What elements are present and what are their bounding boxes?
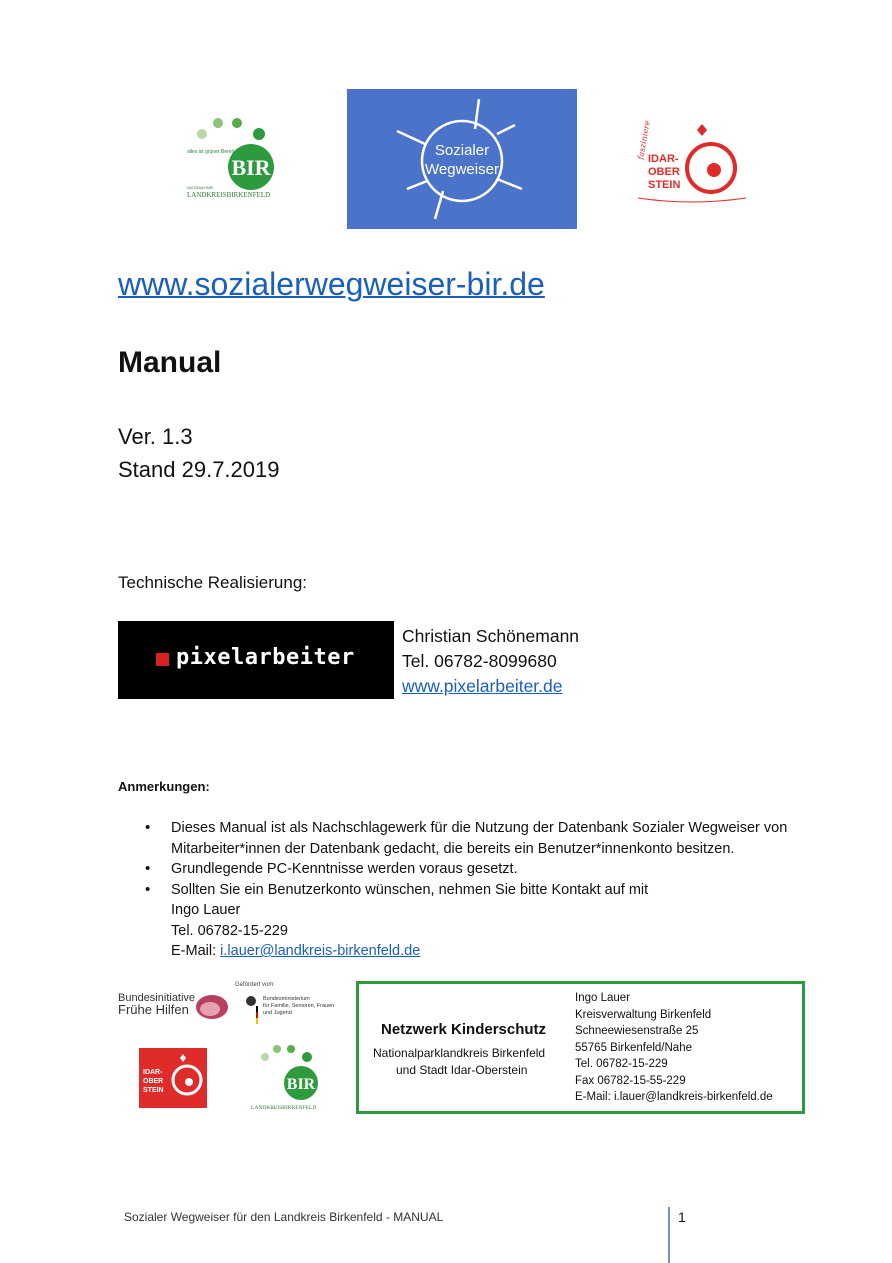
nk-contact-line: Ingo Lauer — [575, 992, 630, 1004]
fruehe-hilfen-logo — [118, 988, 228, 1028]
netzwerk-kinderschutz-box — [356, 981, 805, 1114]
sw-logo-text — [347, 141, 577, 179]
bir-small-region: LANDKREISBIRKENFELD — [251, 1105, 317, 1111]
bmfsfj-logo — [243, 994, 343, 1030]
ido-small-line2: OBER — [143, 1078, 164, 1085]
bir-region-small: NATIONALPARK — [187, 186, 214, 190]
bi-line1: Bundesinitiative — [118, 992, 196, 1004]
nk-contact-line: Kreisverwaltung Birkenfeld — [575, 1008, 712, 1021]
page-title: Manual — [118, 346, 222, 379]
nk-contact-line: E-Mail: i.lauer@landkreis-birkenfeld.de — [575, 1091, 773, 1103]
note-contact-request: • Sollten Sie ein Benutzerkonto wünschen, nehmen Sie bitte Kontakt auf mit — [171, 881, 649, 898]
bir-tagline: alles ist grüner Bereit — [187, 149, 234, 155]
fruehe-hilfen-text — [118, 992, 195, 1016]
bm-line1: Bundesministerium — [263, 996, 310, 1002]
gefoerdert-label: Gefördert vom: — [235, 982, 276, 988]
note-contact-phone: Tel. 06782-15-229 — [171, 922, 288, 939]
ido-line1: IDAR- — [648, 153, 679, 165]
sozialer-wegweiser-logo — [347, 89, 577, 229]
nk-contact-block — [575, 990, 773, 1106]
page-number: 1 — [678, 1209, 686, 1225]
nk-contact-line: 55765 Birkenfeld/Nahe — [575, 1041, 692, 1054]
contact-phone: Tel. 06782-8099680 — [402, 651, 557, 671]
version-label: Ver. 1.3 — [118, 424, 193, 449]
note-contact-email-row — [171, 941, 825, 962]
email-link[interactable]: i.lauer@landkreis-birkenfeld.de — [220, 943, 421, 959]
nk-title: Netzwerk Kinderschutz — [381, 1021, 547, 1038]
email-label: E-Mail: — [171, 943, 221, 959]
ido-small-line1: IDAR- — [143, 1069, 163, 1076]
list-item: • Grundlegende PC-Kenntnisse werden voraus gesetzt. — [145, 859, 825, 880]
idar-oberstein-logo — [636, 120, 748, 206]
ido-small-line3: STEIN — [143, 1087, 164, 1094]
bir-logo — [175, 115, 285, 205]
bir-small-mark: BIR — [286, 1076, 316, 1093]
note-contact-name: Ingo Lauer — [171, 902, 241, 918]
website-link[interactable]: www.sozialerwegweiser-bir.de — [118, 266, 545, 302]
nk-subtitle-2: und Stadt Idar-Oberstein — [396, 1063, 528, 1077]
pixelarbeiter-link[interactable]: www.pixelarbeiter.de — [402, 676, 563, 696]
nk-contact-line: Tel. 06782-15-229 — [575, 1058, 668, 1070]
nk-subtitle-1: Nationalparklandkreis Birkenfeld — [373, 1046, 546, 1060]
bir-mark: BIR — [231, 155, 271, 180]
bm-line3: und Jugend — [263, 1010, 292, 1016]
ido-script: faszinierend — [636, 120, 654, 161]
sw-logo-line1: Sozialer — [434, 142, 490, 159]
nk-contact-line: Schneewiesenstraße 25 — [575, 1025, 699, 1037]
notes-title: Anmerkungen: — [118, 779, 210, 794]
ido-line3: STEIN — [648, 179, 681, 191]
pixelarbeiter-square-icon — [156, 653, 169, 666]
bi-line2: Frühe Hilfen — [118, 1002, 189, 1017]
nk-contact-line: Fax 06782-15-55-229 — [575, 1074, 686, 1087]
idar-oberstein-small-logo — [139, 1048, 207, 1108]
notes-list — [145, 818, 825, 962]
sw-logo-line2: Wegweiser — [425, 161, 499, 178]
pixelarbeiter-logo — [118, 621, 394, 699]
bir-region: LANDKREISBIRKENFELD — [187, 191, 271, 199]
pixelarbeiter-logo-text: pixelarbeiter — [176, 645, 355, 670]
bir-small-logo — [247, 1043, 327, 1113]
stand-date: Stand 29.7.2019 — [118, 457, 280, 482]
bmfsfj-text — [263, 996, 334, 1017]
ido-line2: OBER — [648, 166, 680, 178]
bm-line2: für Familie, Senioren, Frauen — [263, 1003, 335, 1009]
footer-text: Sozialer Wegweiser für den Landkreis Birkenfeld - MANUAL — [124, 1210, 444, 1224]
contact-name: Christian Schönemann — [402, 626, 580, 646]
list-item: • Dieses Manual ist als Nachschlagewerk für die Nutzung der Datenbank Sozialer Wegweiser von Mitarbeiter*innen der Datenbank gedacht, die bereits ein Benutzer*innenkonto besitzen. — [145, 818, 825, 859]
list-item — [145, 880, 825, 962]
tech-realisation-label: Technische Realisierung: — [118, 573, 307, 592]
footer-divider — [668, 1207, 670, 1263]
